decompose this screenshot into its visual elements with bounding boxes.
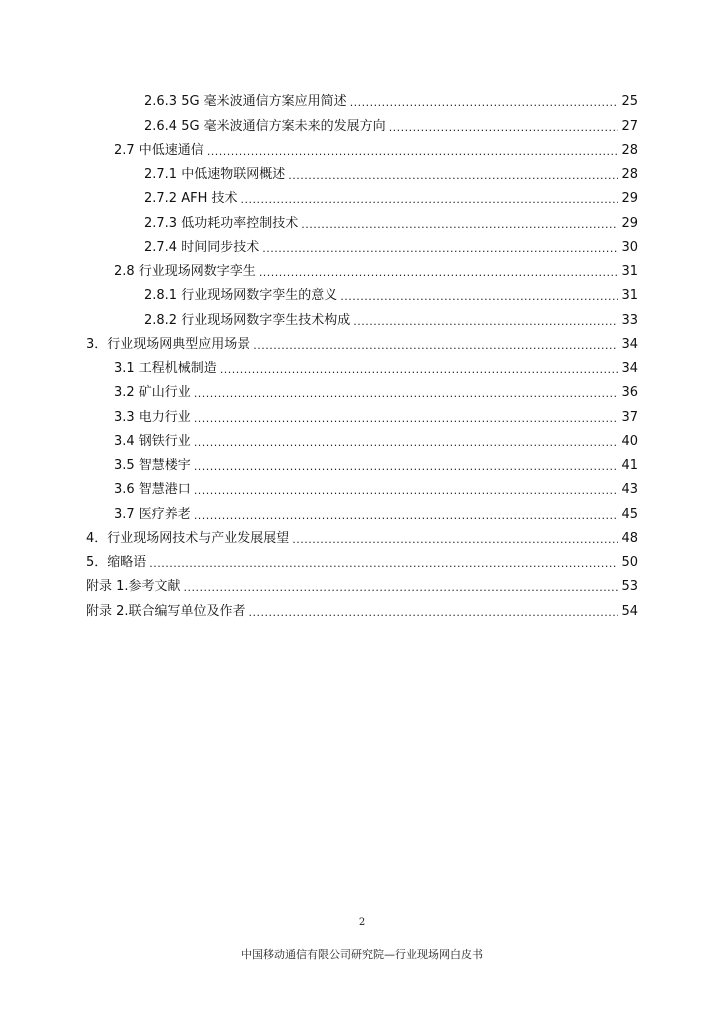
toc-entry-page: 27 xyxy=(621,118,638,134)
toc-entry-page: 34 xyxy=(621,336,638,352)
toc-entry[interactable] xyxy=(86,426,638,450)
toc-entry[interactable] xyxy=(86,304,638,328)
toc-entry[interactable] xyxy=(86,547,638,571)
toc-entry-title: 5．缩略语 xyxy=(86,555,147,570)
toc-entry-page: 50 xyxy=(621,555,638,570)
toc-entry-title: 2.7.4 时间同步技术 xyxy=(144,239,260,255)
toc-entry-title: 2.7.1 中低速物联网概述 xyxy=(144,167,286,182)
toc-dot-leader xyxy=(288,169,618,183)
toc-entry-title: 2.7 中低速通信 xyxy=(114,142,204,158)
toc-entry-title: 3.3 电力行业 xyxy=(114,409,191,425)
toc-entry-title: 2.6.3 5G 毫米波通信方案应用简述 xyxy=(144,94,347,110)
toc-dot-leader xyxy=(292,533,618,547)
toc-entry-title: 2.7.2 AFH 技术 xyxy=(144,191,238,207)
toc-entry-page: 28 xyxy=(621,142,638,158)
toc-entry-page: 54 xyxy=(621,603,638,619)
toc-entry-title: 2.8.1 行业现场网数字孪生的意义 xyxy=(144,288,338,304)
toc-entry[interactable] xyxy=(86,450,638,474)
toc-entry[interactable] xyxy=(86,232,638,256)
toc-entry-title: 2.8 行业现场网数字孪生 xyxy=(114,264,256,279)
toc-entry-page: 33 xyxy=(621,312,638,328)
toc-entry[interactable] xyxy=(86,377,638,401)
toc-dot-leader xyxy=(194,387,619,401)
toc-entry-page: 53 xyxy=(621,579,638,595)
page-number: 2 xyxy=(358,917,366,928)
toc-entry-page: 29 xyxy=(621,215,638,231)
toc-entry-page: 40 xyxy=(621,433,638,449)
toc-entry[interactable] xyxy=(86,86,638,110)
toc-entry-page: 34 xyxy=(621,361,638,376)
toc-entry[interactable] xyxy=(86,401,638,425)
toc-entry-page: 28 xyxy=(621,167,638,182)
toc-entry[interactable] xyxy=(86,256,638,280)
toc-dot-leader xyxy=(194,436,619,450)
toc-entry-title: 3.5 智慧楼宇 xyxy=(114,458,191,473)
toc-entry-page: 45 xyxy=(621,506,638,522)
toc-dot-leader xyxy=(220,363,619,377)
toc-dot-leader xyxy=(340,290,618,304)
toc-dot-leader xyxy=(149,557,618,571)
toc-entry[interactable] xyxy=(86,353,638,377)
toc-entry[interactable] xyxy=(86,595,638,619)
toc-dot-leader xyxy=(194,412,619,426)
toc-entry[interactable] xyxy=(86,110,638,134)
toc-entry-title: 4．行业现场网技术与产业发展展望 xyxy=(86,530,290,546)
toc-entry-page: 31 xyxy=(621,288,638,304)
toc-dot-leader xyxy=(389,121,619,135)
toc-entry-page: 36 xyxy=(621,385,638,401)
table-of-contents xyxy=(86,86,638,620)
toc-dot-leader xyxy=(259,266,619,280)
toc-entry-title: 2.8.2 行业现场网数字孪生技术构成 xyxy=(144,312,351,328)
toc-entry[interactable] xyxy=(86,329,638,353)
toc-entry-page: 29 xyxy=(621,191,638,207)
toc-entry[interactable] xyxy=(86,498,638,522)
toc-entry[interactable] xyxy=(86,159,638,183)
toc-entry-page: 30 xyxy=(621,239,638,255)
toc-entry-title: 2.7.3 低功耗功率控制技术 xyxy=(144,215,299,231)
toc-entry[interactable] xyxy=(86,207,638,231)
toc-dot-leader xyxy=(249,606,619,620)
toc-entry-title: 附录 1.参考文献 xyxy=(86,579,181,595)
toc-entry[interactable] xyxy=(86,183,638,207)
toc-entry-title: 3.4 钢铁行业 xyxy=(114,433,191,449)
toc-entry-title: 3.2 矿山行业 xyxy=(114,385,191,401)
toc-entry-page: 43 xyxy=(621,482,638,498)
toc-entry-title: 3.6 智慧港口 xyxy=(114,482,191,498)
toc-entry[interactable] xyxy=(86,523,638,547)
toc-dot-leader xyxy=(353,315,618,329)
toc-entry-page: 31 xyxy=(621,264,638,279)
toc-entry[interactable] xyxy=(86,474,638,498)
toc-entry-page: 37 xyxy=(621,409,638,425)
toc-dot-leader xyxy=(253,339,618,353)
toc-dot-leader xyxy=(241,193,619,207)
toc-dot-leader xyxy=(350,96,619,110)
toc-dot-leader xyxy=(184,581,619,595)
toc-dot-leader xyxy=(194,484,619,498)
toc-dot-leader xyxy=(207,145,619,159)
toc-entry-title: 3．行业现场网典型应用场景 xyxy=(86,336,251,352)
toc-entry-page: 48 xyxy=(621,530,638,546)
toc-dot-leader xyxy=(194,509,619,523)
toc-entry[interactable] xyxy=(86,571,638,595)
toc-entry-page: 41 xyxy=(621,458,638,473)
toc-dot-leader xyxy=(301,218,618,232)
toc-entry-title: 3.7 医疗养老 xyxy=(114,506,191,522)
toc-entry[interactable] xyxy=(86,135,638,159)
toc-entry-title: 3.1 工程机械制造 xyxy=(114,361,217,376)
toc-entry-title: 2.6.4 5G 毫米波通信方案未来的发展方向 xyxy=(144,118,386,134)
toc-dot-leader xyxy=(262,242,618,256)
toc-dot-leader xyxy=(194,460,619,474)
toc-entry-title: 附录 2.联合编写单位及作者 xyxy=(86,603,246,619)
page-footer: 中国移动通信有限公司研究院—行业现场网白皮书 xyxy=(241,948,483,961)
toc-entry-page: 25 xyxy=(621,94,638,110)
toc-entry[interactable] xyxy=(86,280,638,304)
